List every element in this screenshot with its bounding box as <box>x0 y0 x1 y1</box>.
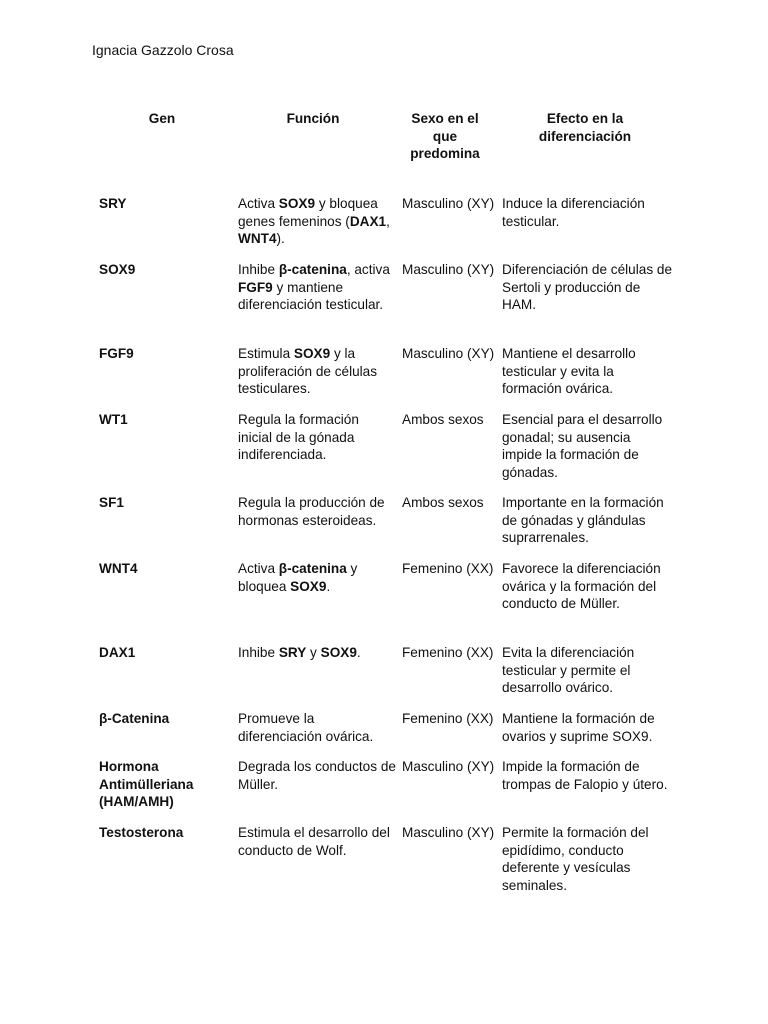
funcion-bold-term: DAX1 <box>349 213 387 229</box>
cell-sexo: Femenino (XX) <box>402 561 494 576</box>
header-efecto-line2: diferenciación <box>538 128 632 144</box>
funcion-text: Estimula el desarrollo del conducto de Wolf. <box>238 825 390 858</box>
funcion-text: Estimula <box>238 346 294 361</box>
cell-efecto: Favorece la diferenciación ovárica y la formación del conducto de Müller. <box>502 561 661 612</box>
header-sexo-line3: predomina <box>410 146 480 162</box>
cell-sexo: Masculino (XY) <box>402 196 495 211</box>
cell-funcion <box>238 411 396 464</box>
funcion-bold-term: SOX9 <box>278 196 316 211</box>
cell-funcion <box>238 560 396 595</box>
cell-funcion <box>238 710 396 745</box>
funcion-text: y <box>306 645 321 660</box>
cell-sexo: Ambos sexos <box>402 412 484 427</box>
cell-efecto: Diferenciación de células de Sertoli y producción de HAM. <box>502 262 673 313</box>
funcion-text: Regula la producción de hormonas esteroideas. <box>238 495 385 528</box>
cell-efecto: Mantiene el desarrollo testicular y evita la formación ovárica. <box>502 346 636 397</box>
header-sexo-line1: Sexo en el <box>411 111 479 126</box>
funcion-text: . <box>326 578 331 594</box>
cell-gen: Testosterona <box>99 825 184 840</box>
cell-sexo: Ambos sexos <box>402 495 484 510</box>
cell-funcion <box>238 758 396 793</box>
table-header <box>0 110 768 170</box>
cell-efecto: Mantiene la formación de ovarios y suprime SOX9. <box>502 711 655 744</box>
funcion-bold-term: SOX9 <box>290 578 327 594</box>
funcion-text: . <box>356 645 361 660</box>
cell-gen: SRY <box>99 196 127 211</box>
cell-funcion <box>238 494 396 529</box>
funcion-text: , activa <box>346 262 390 277</box>
header-efecto <box>510 110 660 145</box>
funcion-text: y bloquea <box>238 561 358 594</box>
cell-efecto: Importante en la formación de gónadas y glándulas suprarrenales. <box>502 495 664 546</box>
funcion-bold-term: SOX9 <box>320 645 357 660</box>
cell-efecto: Induce la diferenciación testicular. <box>502 196 645 229</box>
funcion-text: Regula la formación inicial de la gónada indiferenciada. <box>238 412 359 463</box>
cell-sexo: Masculino (XY) <box>402 759 495 774</box>
cell-funcion <box>238 644 396 662</box>
funcion-bold-term: β-catenina <box>278 262 347 277</box>
funcion-text: ). <box>276 231 285 247</box>
header-sexo <box>400 110 490 163</box>
funcion-text: Promueve la diferenciación ovárica. <box>238 711 374 744</box>
cell-sexo: Masculino (XY) <box>402 262 495 277</box>
funcion-bold-term: SRY <box>278 645 307 660</box>
funcion-text: Inhibe <box>238 262 279 277</box>
cell-efecto: Permite la formación del epidídimo, conducto deferente y vesículas seminales. <box>502 825 649 893</box>
funcion-bold-term: SOX9 <box>293 346 331 361</box>
funcion-bold-term: FGF9 <box>238 279 273 295</box>
header-gen: Gen <box>148 111 176 126</box>
funcion-text: Activa <box>238 561 279 576</box>
funcion-bold-term: β-catenina <box>278 561 347 576</box>
cell-funcion <box>238 195 396 248</box>
header-sexo-line2: que <box>432 128 458 144</box>
cell-funcion <box>238 261 396 314</box>
cell-efecto: Impide la formación de trompas de Falopio y útero. <box>502 759 668 792</box>
cell-efecto: Evita la diferenciación testicular y permite el desarrollo ovárico. <box>502 645 635 696</box>
cell-funcion <box>238 345 396 398</box>
cell-gen: FGF9 <box>99 346 134 361</box>
funcion-text: Activa <box>238 196 279 211</box>
header-efecto-line1: Efecto en la <box>546 111 624 126</box>
funcion-text: Inhibe <box>238 645 279 660</box>
header-funcion: Función <box>286 111 340 126</box>
cell-sexo: Femenino (XX) <box>402 711 494 726</box>
cell-sexo: Femenino (XX) <box>402 645 494 660</box>
cell-gen: DAX1 <box>99 645 136 660</box>
cell-gen: SOX9 <box>99 262 136 277</box>
cell-gen: β-Catenina <box>99 711 170 726</box>
funcion-text: y bloquea genes femeninos ( <box>238 196 378 229</box>
funcion-text: Degrada los conductos de Müller. <box>238 759 396 792</box>
cell-gen: Hormona Antimülleriana (HAM/AMH) <box>99 759 194 810</box>
cell-funcion <box>238 824 396 859</box>
cell-gen: WNT4 <box>99 561 138 576</box>
funcion-bold-term: WNT4 <box>238 231 277 247</box>
cell-sexo: Masculino (XY) <box>402 825 495 840</box>
author-name: Ignacia Gazzolo Crosa <box>92 42 234 58</box>
cell-gen: SF1 <box>99 495 124 510</box>
cell-efecto: Esencial para el desarrollo gonadal; su ausencia impide la formación de gónadas. <box>502 412 663 480</box>
funcion-text: y la proliferación de células testiculares. <box>238 346 378 397</box>
funcion-text: y mantiene diferenciación testicular. <box>238 279 384 313</box>
funcion-text: , <box>386 213 390 229</box>
cell-gen: WT1 <box>99 412 128 427</box>
cell-sexo: Masculino (XY) <box>402 346 495 361</box>
